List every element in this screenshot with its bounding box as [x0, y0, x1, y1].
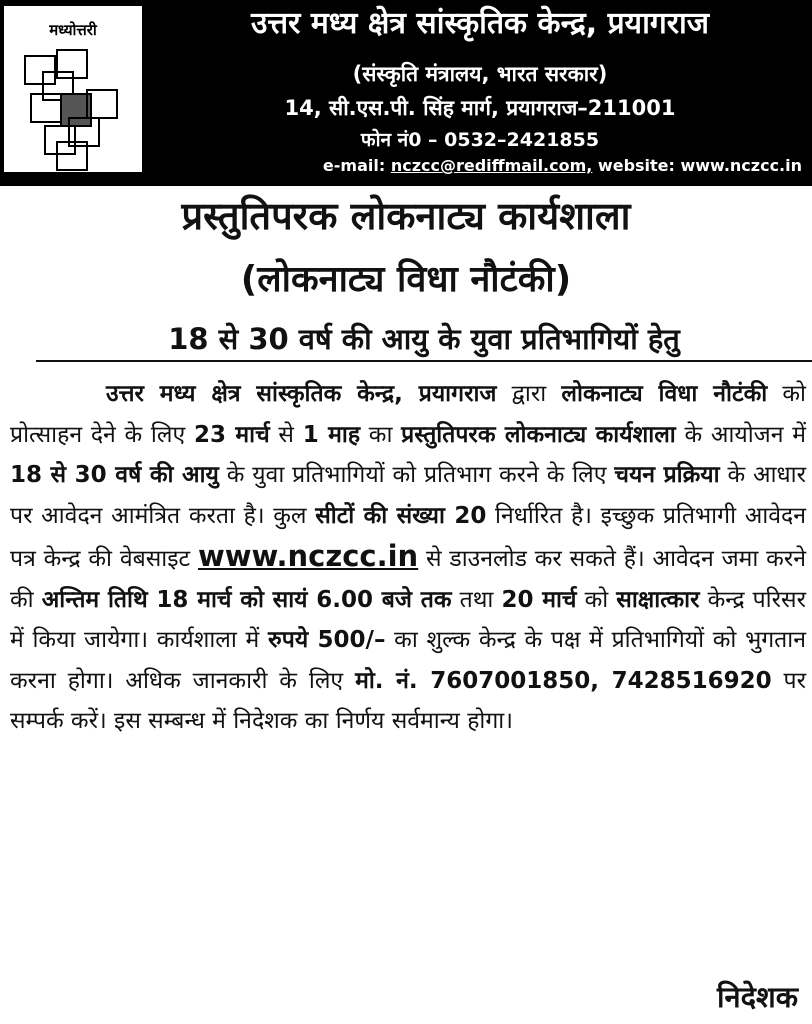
text-run: को प्रोत्साहन देने के लिए [10, 381, 806, 448]
text-run: से [269, 421, 303, 448]
contact-line [323, 156, 802, 175]
phone-line: फोन नं0 – 0532–2421855 [360, 129, 600, 151]
selection-process: चयन प्रक्रिया [614, 462, 720, 488]
text-run: से डाउनलोड कर सकते हैं। आवेदन जमा करने की [10, 546, 807, 613]
text-run: के आयोजन में [675, 421, 806, 448]
text-run: के युवा प्रतिभागियों को प्रतिभाग करने के लिए [218, 462, 615, 488]
workshop-subtitle: (लोकनाट्य विधा नौटंकी) [240, 259, 572, 300]
interview-date: 20 मार्च [501, 586, 577, 613]
text-run: का शुल्क केन्द्र के पक्ष में प्रतिभागियों को भुगतान करना होगा। अधिक जानकारी के लिए [10, 627, 807, 694]
ministry-line: (संस्कृति मंत्रालय, भारत सरकार) [352, 62, 608, 86]
text-run: को [576, 586, 617, 613]
letterhead [0, 0, 812, 186]
email-link[interactable]: nczcc@rediffmail.com, [390, 156, 593, 175]
text-run: के आधार पर आवेदन आमंत्रित करता है। कुल [10, 462, 806, 529]
text-run: केन्द्र परिसर में किया जायेगा। कार्यशाला में [10, 586, 807, 653]
workshop-title: प्रस्तुतिपरक लोकनाट्य कार्यशाला [181, 194, 631, 238]
deadline: अन्तिम तिथि 18 मार्च को सायं 6.00 बजे तक [41, 586, 452, 613]
seat-count: सीटों की संख्या 20 [315, 502, 487, 529]
fee-amount: रुपये 500/– [268, 627, 386, 653]
signature: निदेशक [717, 980, 798, 1014]
notice-paragraph [10, 374, 806, 742]
text-run: पर सम्पर्क करें। इस सम्बन्ध में निदेशक का निर्णय सर्वमान्य होगा। [10, 667, 806, 734]
logo-squares-icon [23, 48, 123, 174]
target-audience: 18 से 30 वर्ष की आयु के युवा प्रतिभागियों हेतु [36, 318, 812, 362]
org-ref: उत्तर मध्य क्षेत्र सांस्कृतिक केन्द्र, प्रयागराज [106, 381, 497, 407]
website-line: website: www.nczcc.in [592, 156, 802, 175]
art-form: लोकनाट्य विधा नौटंकी [561, 381, 768, 407]
age-range: 18 से 30 वर्ष की आयु [10, 462, 219, 488]
text-run: द्वारा [496, 381, 562, 407]
text-run: तथा [451, 586, 502, 613]
address-line: 14, सी.एस.पी. सिंह मार्ग, प्रयागराज–211001 [284, 96, 676, 120]
organization-name: उत्तर मध्य क्षेत्र सांस्कृतिक केन्द्र, प्रयागराज [250, 6, 710, 41]
website-link[interactable]: www.nczcc.in [197, 539, 419, 573]
interview-label: साक्षात्कार [616, 586, 700, 613]
text-run: निर्धारित है। इच्छुक प्रतिभागी आवेदन पत्र केन्द्र की वेबसाइट [10, 502, 806, 572]
phone-numbers: मो. नं. 7607001850, 7428516920 [355, 667, 772, 694]
text-run: का [360, 421, 402, 448]
email-label: e-mail: [322, 156, 391, 175]
duration: 1 माह [302, 421, 361, 448]
start-date: 23 मार्च [193, 421, 270, 448]
logo-text: मध्योत्तरी [49, 21, 97, 39]
notice-body [10, 374, 806, 742]
workshop-ref: प्रस्तुतिपरक लोकनाट्य कार्यशाला [401, 421, 676, 448]
logo [4, 6, 142, 172]
